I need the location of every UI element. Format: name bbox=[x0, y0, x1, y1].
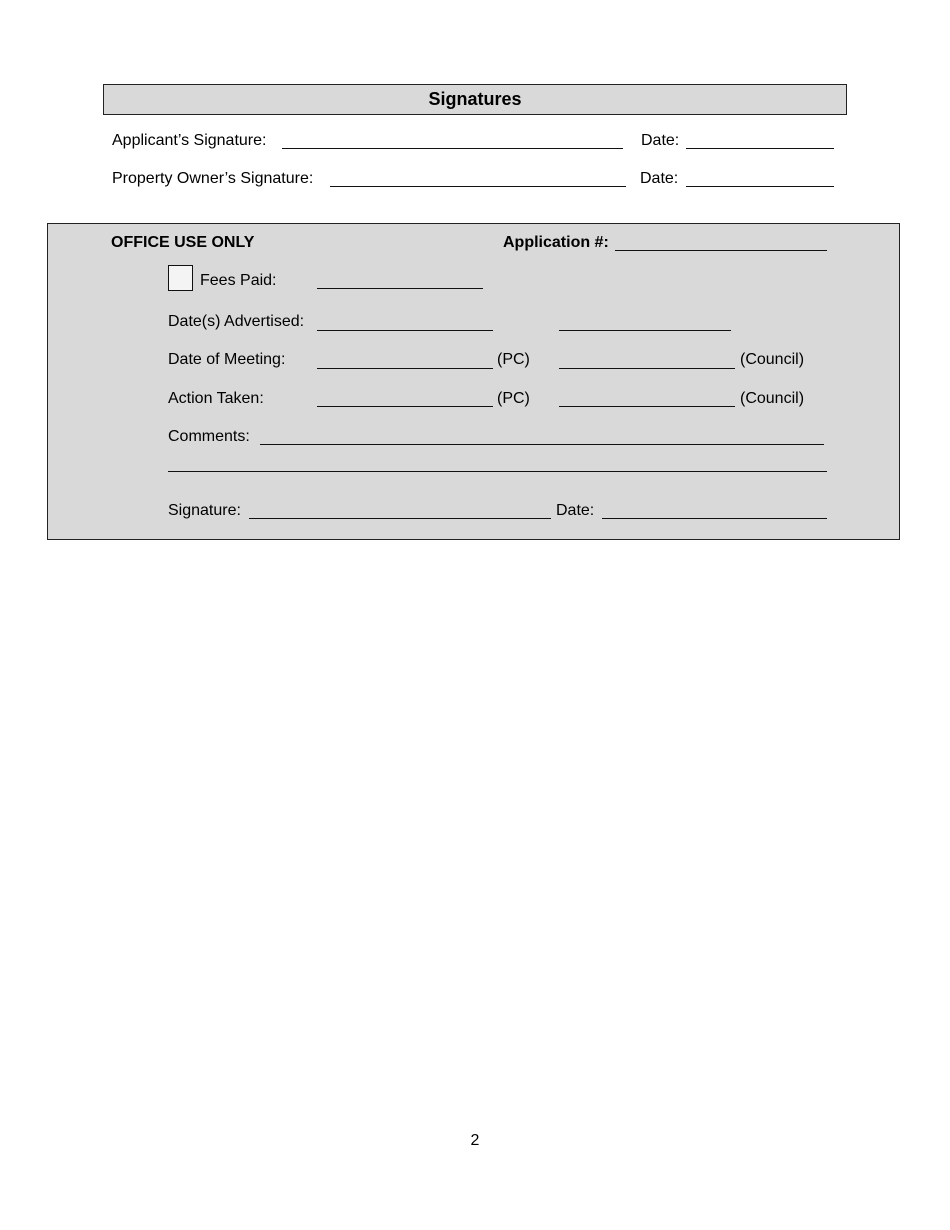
action-pc-suffix: (PC) bbox=[497, 390, 530, 407]
fees-paid-checkbox[interactable] bbox=[168, 265, 193, 291]
dates-advertised-field-1[interactable] bbox=[317, 330, 493, 331]
office-use-heading: OFFICE USE ONLY bbox=[111, 234, 255, 251]
owner-signature-field[interactable] bbox=[330, 186, 626, 187]
office-date-label: Date: bbox=[556, 502, 595, 519]
fees-paid-label: Fees Paid: bbox=[200, 272, 277, 289]
applicant-date-label: Date: bbox=[641, 132, 680, 149]
action-council-field[interactable] bbox=[559, 406, 735, 407]
meeting-date-pc-field[interactable] bbox=[317, 368, 493, 369]
meeting-date-council-field[interactable] bbox=[559, 368, 735, 369]
page-number: 2 bbox=[470, 1132, 480, 1149]
office-signature-field[interactable] bbox=[249, 518, 551, 519]
action-council-suffix: (Council) bbox=[740, 390, 805, 407]
comments-field-line-1[interactable] bbox=[260, 444, 824, 445]
owner-signature-label: Property Owner’s Signature: bbox=[112, 170, 314, 187]
date-of-meeting-label: Date of Meeting: bbox=[168, 351, 286, 368]
meeting-council-suffix: (Council) bbox=[740, 351, 805, 368]
comments-label: Comments: bbox=[168, 428, 250, 445]
meeting-pc-suffix: (PC) bbox=[497, 351, 530, 368]
owner-date-label: Date: bbox=[640, 170, 679, 187]
application-number-field[interactable] bbox=[615, 250, 827, 251]
action-taken-label: Action Taken: bbox=[168, 390, 264, 407]
office-date-field[interactable] bbox=[602, 518, 827, 519]
dates-advertised-label: Date(s) Advertised: bbox=[168, 313, 305, 330]
action-pc-field[interactable] bbox=[317, 406, 493, 407]
comments-field-line-2[interactable] bbox=[168, 471, 827, 472]
signatures-heading: Signatures bbox=[103, 84, 847, 115]
owner-date-field[interactable] bbox=[686, 186, 834, 187]
applicant-signature-label: Applicant’s Signature: bbox=[112, 132, 267, 149]
application-number-label: Application #: bbox=[503, 234, 609, 251]
applicant-date-field[interactable] bbox=[686, 148, 834, 149]
dates-advertised-field-2[interactable] bbox=[559, 330, 731, 331]
applicant-signature-field[interactable] bbox=[282, 148, 623, 149]
office-signature-label: Signature: bbox=[168, 502, 241, 519]
fees-paid-field[interactable] bbox=[317, 288, 483, 289]
